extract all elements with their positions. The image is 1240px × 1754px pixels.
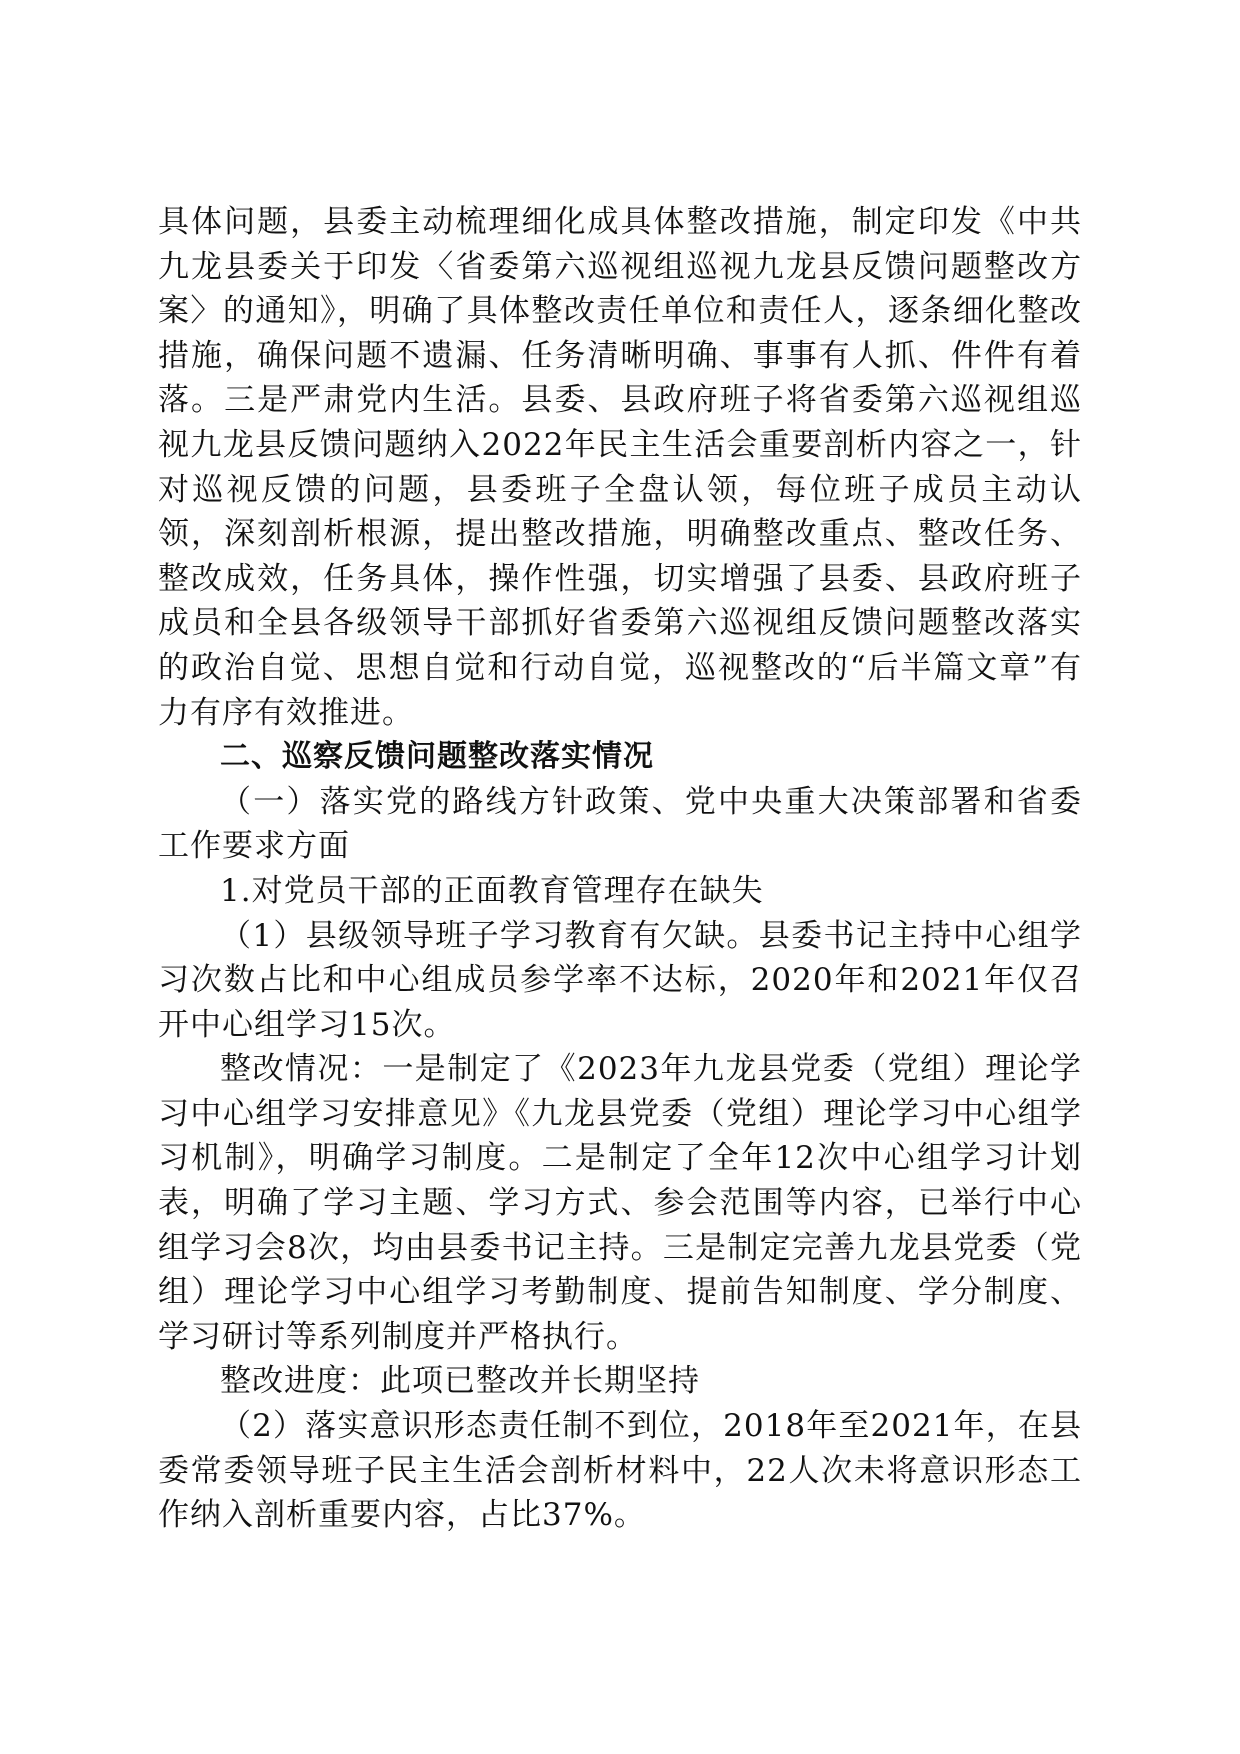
paragraph-continuation: 具体问题，县委主动梳理细化成具体整改措施，制定印发《中共九龙县委关于印发〈省委第六巡视组巡视九龙县反馈问题整改方案〉的通知》，明确了具体整改责任单位和责任人，逐条细化整改措施，确保问题不遗漏、任务清晰明确、事事有人抓、件件有着落。三是严肃党内生活。县委、县政府班子将省委第六巡视组巡视九龙县反馈问题纳入2022年民主生活会重要剖析内容之一，针对巡视反馈的问题，县委班子全盘认领，每位班子成员主动认领，深刻剖析根源，提出整改措施，明确整改重点、整改任务、整改成效，任务具体，操作性强，切实增强了县委、县政府班子成员和全县各级领导干部抓好省委第六巡视组反馈问题整改落实的政治自觉、思想自觉和行动自觉，巡视整改的“后半篇文章”有力有序有效推进。 bbox=[158, 204, 1082, 731]
section-heading: 二、巡察反馈问题整改落实情况 bbox=[220, 739, 654, 775]
issue-paragraph: （2）落实意识形态责任制不到位，2018年至2021年，在县委常委领导班子民主生活会剖析材料中，22人次未将意识形态工作纳入剖析重要内容，占比37%。 bbox=[158, 1408, 1082, 1534]
issue-paragraph: （1）县级领导班子学习教育有欠缺。县委书记主持中心组学习次数占比和中心组成员参学率不达标，2020年和2021年仅召开中心组学习15次。 bbox=[158, 917, 1082, 1043]
subsection-heading: （一）落实党的路线方针政策、党中央重大决策部署和省委工作要求方面 bbox=[158, 783, 1082, 865]
rectification-progress-paragraph: 整改进度：此项已整改并长期坚持 bbox=[220, 1363, 700, 1400]
rectification-status-paragraph: 整改情况：一是制定了《2023年九龙县党委（党组）理论学习中心组学习安排意见》《九龙县党委（党组）理论学习中心组学习机制》，明确学习制度。二是制定了全年12次中心组学习计划表，明确了学习主题、学习方式、参会范围等内容，已举行中心组学习会8次，均由县委书记主持。三是制定完善九龙县党委（党组）理论学习中心组学习考勤制度、提前告知制度、学分制度、学习研讨等系列制度并严格执行。 bbox=[158, 1051, 1082, 1355]
document-body bbox=[158, 200, 1082, 1538]
item-heading: 1.对党员干部的正面教育管理存在缺失 bbox=[220, 872, 764, 909]
